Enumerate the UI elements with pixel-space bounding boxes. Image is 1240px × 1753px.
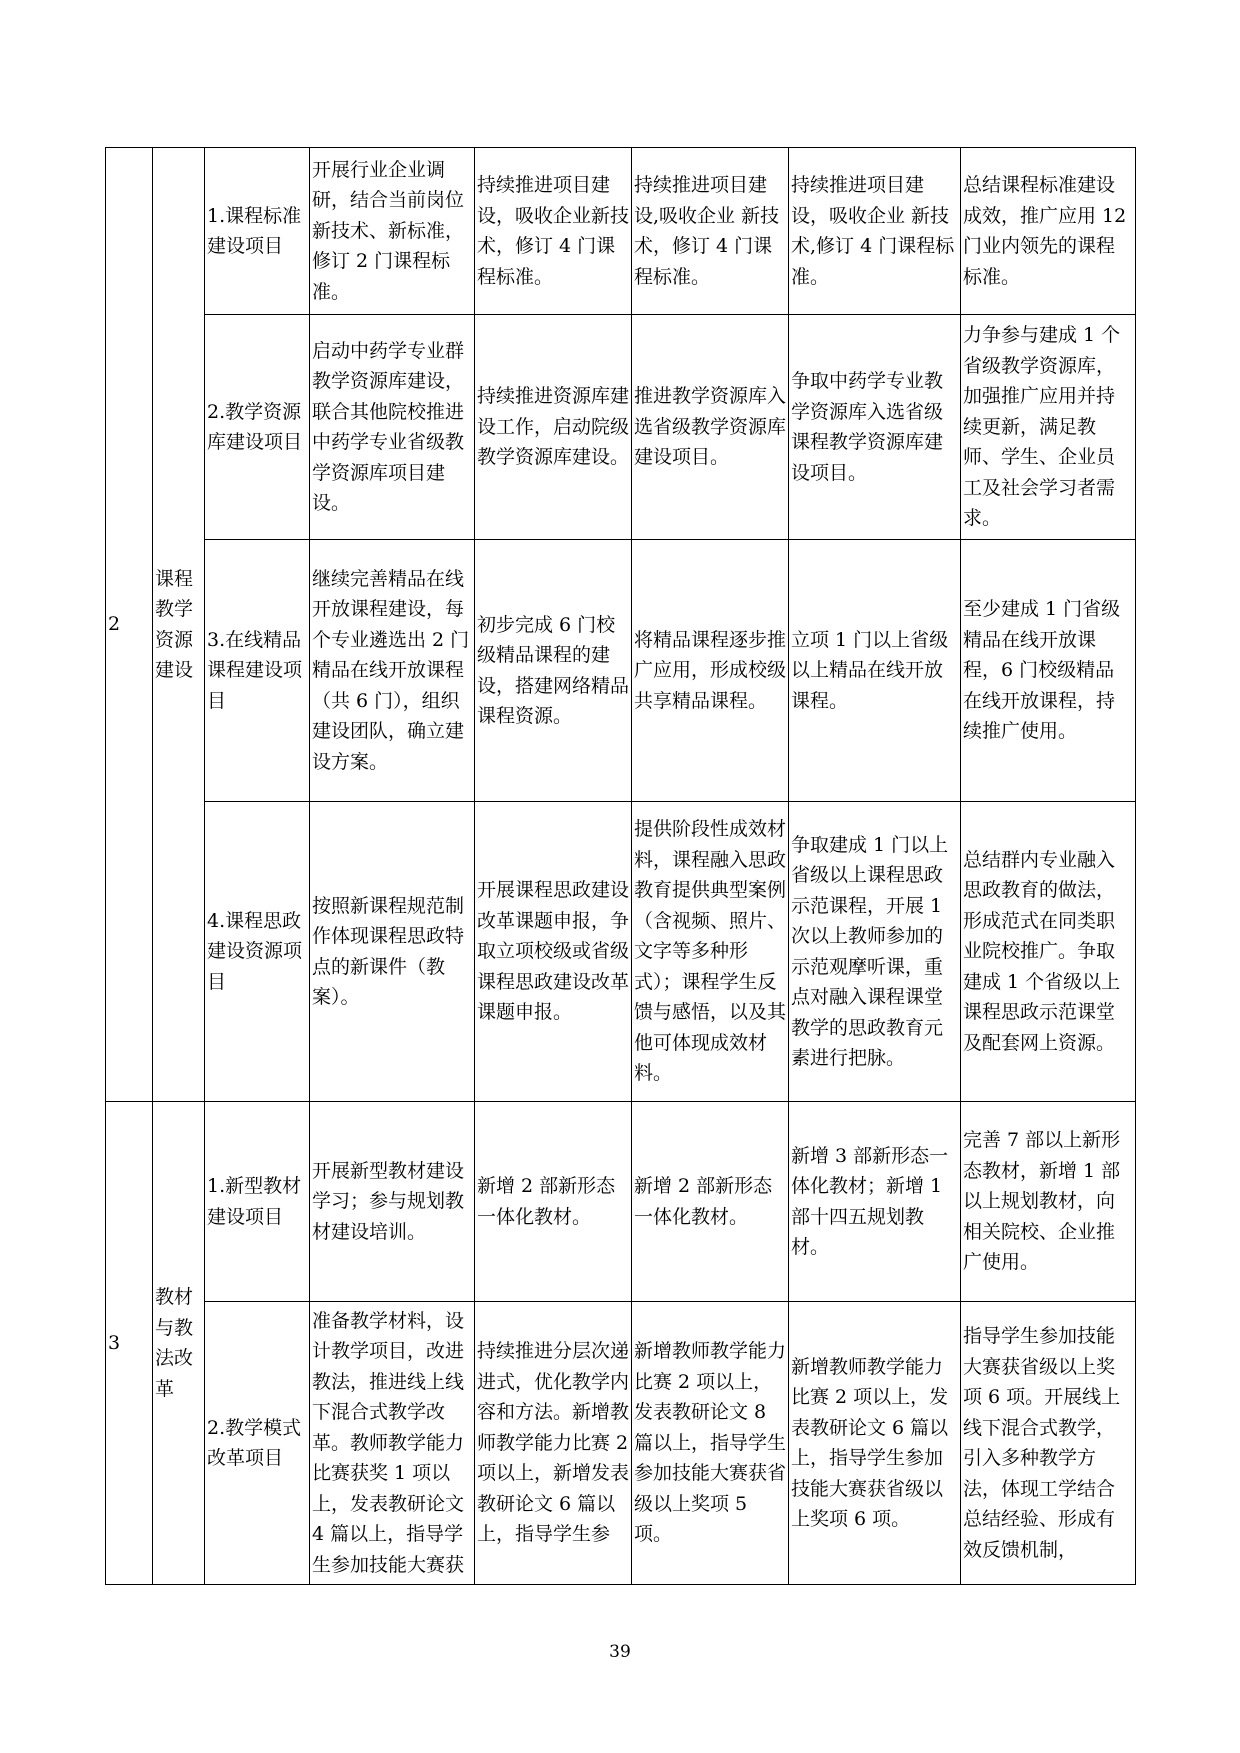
plan-cell: 力争参与建成 1 个省级教学资源库，加强推广应用并持续更新，满足教师、学生、企业员工及社会学习者需求。 (961, 315, 1136, 540)
table-row (106, 1302, 1136, 1585)
plan-cell: 立项 1 门以上省级以上精品在线开放课程。 (789, 540, 961, 802)
plan-cell: 新增 3 部新形态一体化教材；新增 1 部十四五规划教材。 (789, 1102, 961, 1302)
plan-cell: 持续推进项目建设,吸收企业 新技术，修订 4 门课程标准。 (632, 148, 789, 315)
plan-cell: 总结课程标准建设成效，推广应用 12 门业内领先的课程标准。 (961, 148, 1136, 315)
plan-cell: 推进教学资源库入选省级教学资源库建设项目。 (632, 315, 789, 540)
plan-cell: 提供阶段性成效材料，课程融入思政教育提供典型案例（含视频、照片、文字等多种形式）；课程学生反馈与感悟，以及其他可体现成效材料。 (632, 802, 789, 1102)
table-row (106, 540, 1136, 802)
plan-cell: 新增教师教学能力比赛 2 项以上，发表教研论文 8 篇以上，指导学生参加技能大赛获省级以上奖项 5 项。 (632, 1302, 789, 1585)
plan-cell: 启动中药学专业群教学资源库建设，联合其他院校推进中药学专业省级教学资源库项目建设。 (310, 315, 475, 540)
table-row (106, 148, 1136, 315)
table-row (106, 315, 1136, 540)
plan-cell: 继续完善精品在线开放课程建设，每个专业遴选出 2 门精品在线开放课程（共 6 门），组织建设团队，确立建设方案。 (310, 540, 475, 802)
plan-cell: 开展新型教材建设学习；参与规划教材建设培训。 (310, 1102, 475, 1302)
plan-cell: 持续推进分层次递进式，优化教学内容和方法。新增教师教学能力比赛 2 项以上，新增发表教研论文 6 篇以上，指导学生参 (475, 1302, 632, 1585)
plan-cell: 将精品课程逐步推广应用，形成校级共享精品课程。 (632, 540, 789, 802)
section-number: 2 (106, 148, 153, 1102)
project-name: 4.课程思政建设资源项目 (205, 802, 310, 1102)
table-row (106, 802, 1136, 1102)
project-name: 1.新型教材建设项目 (205, 1102, 310, 1302)
plan-cell: 新增 2 部新形态一体化教材。 (632, 1102, 789, 1302)
table-row (106, 1102, 1136, 1302)
plan-cell: 持续推进项目建设，吸收企业新技术，修订 4 门课程标准。 (475, 148, 632, 315)
section-number: 3 (106, 1102, 153, 1585)
plan-cell: 争取中药学专业教学资源库入选省级课程教学资源库建设项目。 (789, 315, 961, 540)
plan-cell: 开展行业企业调研，结合当前岗位新技术、新标准，修订 2 门课程标准。 (310, 148, 475, 315)
project-name: 3.在线精品课程建设项目 (205, 540, 310, 802)
plan-cell: 新增教师教学能力比赛 2 项以上，发表教研论文 6 篇以上，指导学生参加技能大赛获省级以上奖项 6 项。 (789, 1302, 961, 1585)
project-name: 2.教学模式改革项目 (205, 1302, 310, 1585)
project-name: 1.课程标准建设项目 (205, 148, 310, 315)
project-name: 2.教学资源库建设项目 (205, 315, 310, 540)
plan-cell: 准备教学材料，设计教学项目，改进教法，推进线上线下混合式教学改革。教师教学能力比赛获奖 1 项以上，发表教研论文 4 篇以上，指导学生参加技能大赛获 (310, 1302, 475, 1585)
plan-cell: 至少建成 1 门省级精品在线开放课程，6 门校级精品在线开放课程，持续推广使用。 (961, 540, 1136, 802)
plan-cell: 初步完成 6 门校级精品课程的建设，搭建网络精品课程资源。 (475, 540, 632, 802)
plan-cell: 完善 7 部以上新形态教材，新增 1 部以上规划教材，向相关院校、企业推广使用。 (961, 1102, 1136, 1302)
plan-cell: 持续推进项目建设，吸收企业 新技术,修订 4 门课程标准。 (789, 148, 961, 315)
section-category: 教材与教法改革 (153, 1102, 205, 1585)
plan-cell: 总结群内专业融入思政教育的做法，形成范式在同类职业院校推广。争取建成 1 个省级以上课程思政示范课堂及配套网上资源。 (961, 802, 1136, 1102)
plan-cell: 按照新课程规范制作体现课程思政特点的新课件（教案）。 (310, 802, 475, 1102)
plan-cell: 新增 2 部新形态一体化教材。 (475, 1102, 632, 1302)
plan-cell: 指导学生参加技能大赛获省级以上奖项 6 项。开展线上线下混合式教学，引入多种教学方法，体现工学结合总结经验、形成有效反馈机制， (961, 1302, 1136, 1585)
plan-cell: 开展课程思政建设改革课题申报，争取立项校级或省级课程思政建设改革课题申报。 (475, 802, 632, 1102)
plan-table (105, 147, 1136, 1585)
section-category: 课程教学资源建设 (153, 148, 205, 1102)
plan-cell: 争取建成 1 门以上省级以上课程思政示范课程，开展 1 次以上教师参加的示范观摩听课，重点对融入课程课堂教学的思政教育元素进行把脉。 (789, 802, 961, 1102)
plan-cell: 持续推进资源库建设工作，启动院级教学资源库建设。 (475, 315, 632, 540)
page-number: 39 (609, 1642, 631, 1662)
